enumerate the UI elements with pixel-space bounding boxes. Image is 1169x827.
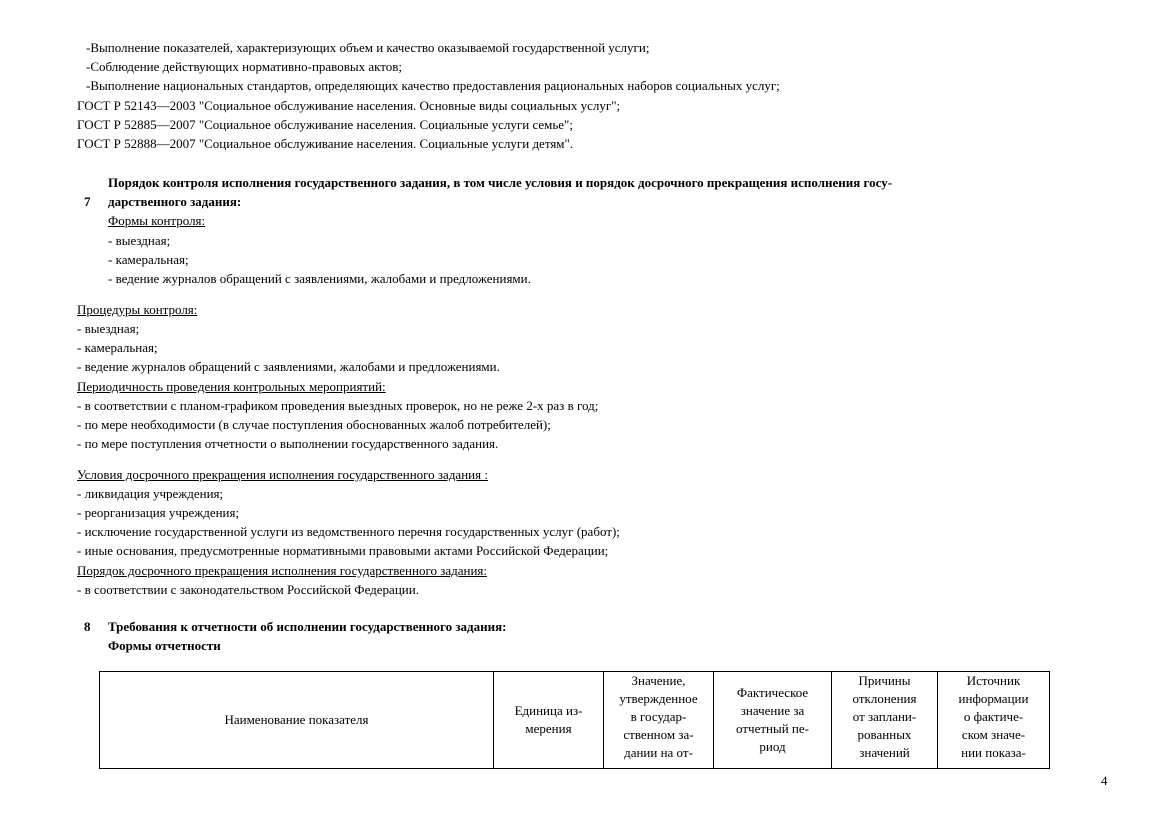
procedures-item: - ведение журналов обращений с заявлениями, жалобами и предложениями. <box>77 359 500 374</box>
reporting-table <box>99 671 1050 769</box>
termination-condition-item: - иные основания, предусмотренные нормативными правовыми актами Российской Федерации; <box>77 543 609 558</box>
gost-item: ГОСТ Р 52885—2007 "Социальное обслуживание населения. Социальные услуги семье"; <box>77 117 573 132</box>
termination-condition-item: - ликвидация учреждения; <box>77 486 224 501</box>
section-7-title: Порядок контроля исполнения государственного задания, в том числе условия и порядок досрочного прекращения исполнения госу- <box>108 175 893 190</box>
termination-condition-item: - исключение государственной услуги из ведомственного перечня государственных услуг (работ); <box>77 524 620 539</box>
periodicity-item: - в соответствии с планом-графиком проведения выездных проверок, но не реже 2-х раз в год; <box>77 398 599 413</box>
section-7-title-cont: дарственного задания: <box>108 194 242 209</box>
page-number: 4 <box>1101 773 1108 788</box>
forms-heading: Формы контроля: <box>108 213 206 228</box>
periodicity-item: - по мере поступления отчетности о выполнении государственного задания. <box>77 436 499 451</box>
termination-conditions-heading: Условия досрочного прекращения исполнения государственного задания : <box>77 467 488 482</box>
periodicity-item: - по мере необходимости (в случае поступления обоснованных жалоб потребителей); <box>77 417 551 432</box>
table-header-row <box>100 672 1050 769</box>
forms-item: - ведение журналов обращений с заявлениями, жалобами и предложениями. <box>108 271 531 286</box>
intro-item: -Соблюдение действующих нормативно-правовых актов; <box>86 59 403 74</box>
procedures-heading: Процедуры контроля: <box>77 302 198 317</box>
intro-item: -Выполнение показателей, характеризующих объем и качество оказываемой государственной услуги; <box>86 40 650 55</box>
termination-order-heading: Порядок досрочного прекращения исполнения государственного задания: <box>77 563 488 578</box>
table-header-cell: Единица из- мерения <box>494 672 604 769</box>
section-8-title: Требования к отчетности об исполнении государственного задания: <box>108 619 507 634</box>
section-8-number: 8 <box>84 619 91 634</box>
section-7-number: 7 <box>84 194 91 209</box>
intro-item: -Выполнение национальных стандартов, определяющих качество предоставления рациональных наборов социальных услуг; <box>86 78 780 93</box>
gost-item: ГОСТ Р 52888—2007 "Социальное обслуживание населения. Социальные услуги детям". <box>77 136 574 151</box>
table-header-cell: Значение, утвержденное в государ- ственном за- дании на от- <box>604 672 714 769</box>
forms-item: - выездная; <box>108 233 171 248</box>
termination-condition-item: - реорганизация учреждения; <box>77 505 240 520</box>
forms-item: - камеральная; <box>108 252 189 267</box>
periodicity-heading: Периодичность проведения контрольных мероприятий: <box>77 379 386 394</box>
termination-order-item: - в соответствии с законодательством Российской Федерации. <box>77 582 419 597</box>
procedures-item: - выездная; <box>77 321 140 336</box>
section-8-subtitle: Формы отчетности <box>108 638 221 653</box>
table-header-cell: Наименование показателя <box>100 672 494 769</box>
procedures-item: - камеральная; <box>77 340 158 355</box>
table-header-cell: Фактическое значение за отчетный пе- риод <box>714 672 832 769</box>
table-header-cell: Причины отклонения от заплани- рованных значений <box>832 672 938 769</box>
table-header-cell: Источник информации о фактиче- ском значе- нии показа- <box>938 672 1050 769</box>
gost-item: ГОСТ Р 52143—2003 "Социальное обслуживание населения. Основные виды социальных услуг"; <box>77 98 621 113</box>
